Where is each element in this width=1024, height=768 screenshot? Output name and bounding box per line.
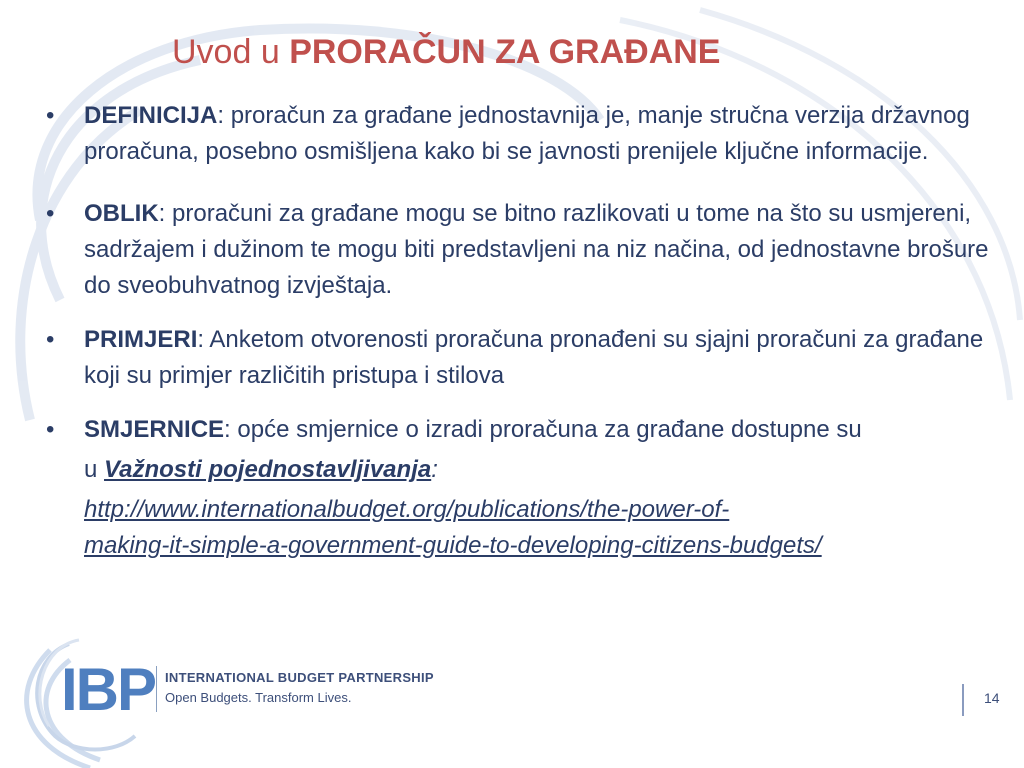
publication-link-line2[interactable]: making-it-simple-a-government-guide-to-developing-citizens-budgets/ (84, 532, 822, 559)
logo-ibp-text: IBP (61, 656, 156, 723)
page-number-divider (962, 684, 964, 716)
bullet-list (40, 98, 1000, 564)
bullet-oblik (40, 196, 1000, 304)
ibp-logo (25, 636, 475, 756)
bullet-dot-icon: • (46, 416, 55, 443)
bullet-definicija (40, 98, 1000, 170)
bullet-keyword: OBLIK (84, 200, 159, 227)
bullet-text: : proračun za građane jednostavnija je, manje stručna verzija državnog proračuna, posebno osmišljena kako bi se javnosti prenijele ključne informacije. (84, 102, 970, 165)
publication-link-line1[interactable]: http://www.internationalbudget.org/publications/the-power-of- (84, 496, 730, 523)
title-prefix: Uvod u (172, 33, 290, 71)
bullet-text: : proračuni za građane mogu se bitno razlikovati u tome na što su usmjereni, sadržajem i dužinom te mogu biti predstavljeni na niz načina, od jednostavne brošure do sveobuhvatnog izvještaja. (84, 200, 989, 299)
bullet-smjernice (40, 412, 1000, 564)
bullet-dot-icon: • (46, 326, 55, 353)
bullet-keyword: DEFINICIJA (84, 102, 218, 129)
title-bold: PRORAČUN ZA GRAĐANE (289, 33, 721, 71)
bullet-text-prefix: u (84, 456, 105, 483)
bullet-dot-icon: • (46, 200, 55, 227)
logo-tagline: Open Budgets. Transform Lives. (165, 690, 352, 705)
publication-title: Važnosti pojednostavljivanja (104, 456, 432, 483)
bullet-primjeri (40, 322, 1000, 394)
bullet-dot-icon: • (46, 102, 55, 129)
bullet-keyword: PRIMJERI (84, 326, 198, 353)
slide-title (172, 30, 972, 74)
logo-separator (156, 666, 157, 712)
page-number: 14 (984, 690, 1000, 706)
publication-colon: : (431, 456, 438, 483)
bullet-keyword: SMJERNICE (84, 416, 225, 443)
logo-org-name: INTERNATIONAL BUDGET PARTNERSHIP (165, 670, 434, 685)
bullet-text: : Anketom otvorenosti proračuna pronađeni su sjajni proračuni za građane koji su primjer različitih pristupa i stilova (84, 326, 984, 389)
bullet-text: : opće smjernice o izradi proračuna za građane dostupne su (224, 416, 862, 443)
